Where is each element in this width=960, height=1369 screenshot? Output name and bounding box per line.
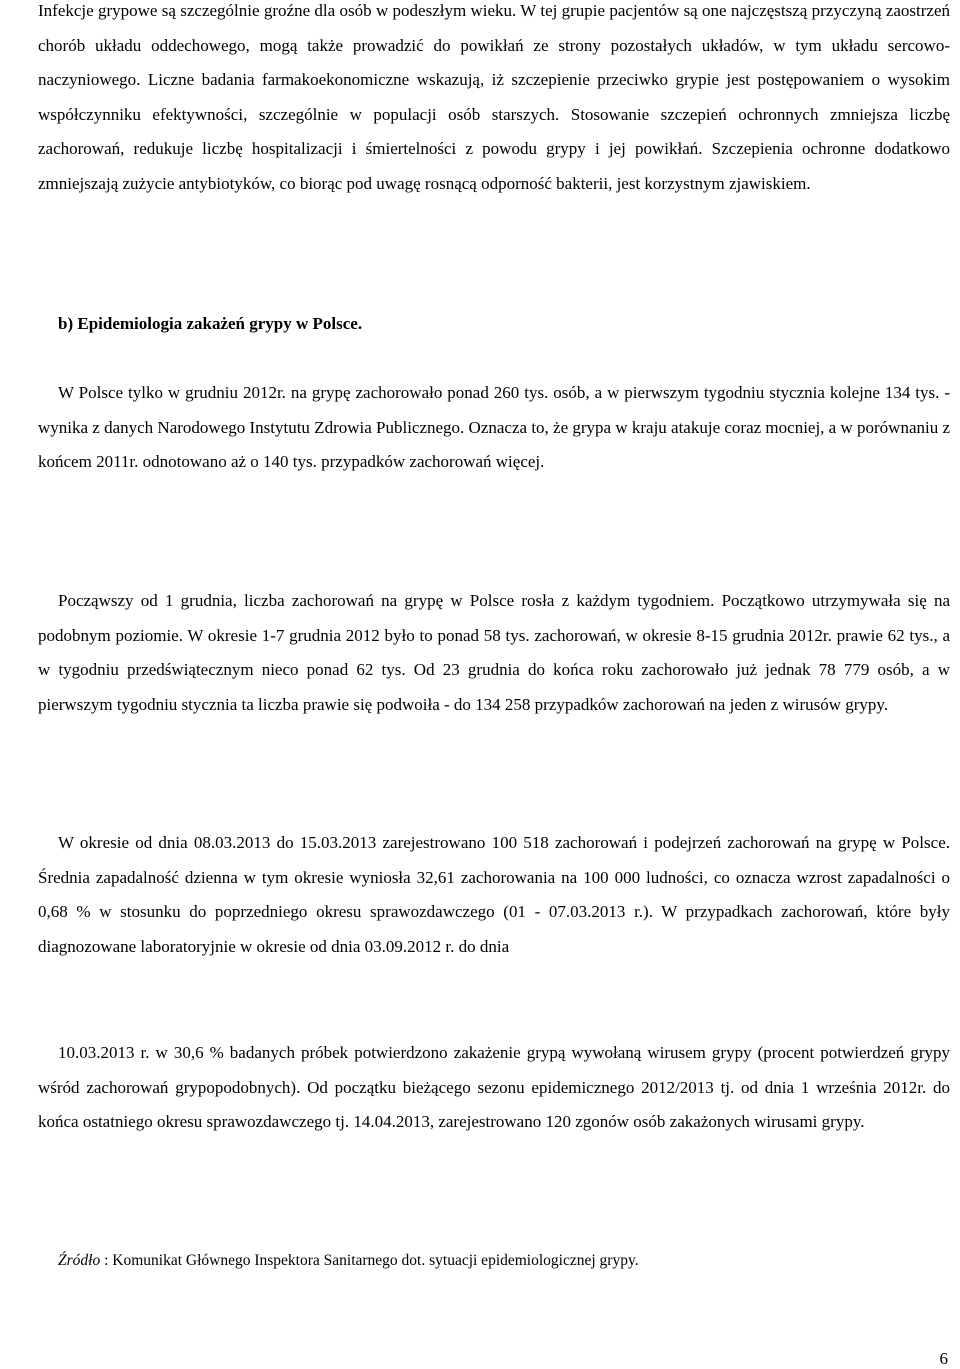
paragraph-weekly-growth: Począwszy od 1 grudnia, liczba zachorowań na grypę w Polsce rosła z każdym tygodniem. Początkowo utrzymywała się na podobnym poziomie. W okresie 1-7 grudnia 2012 było to ponad 58 tys. zachorowań, w okresie 8-15 grudnia 2012r. prawie 62 tys., a w tygodniu przedświątecznym nieco ponad 62 tys. Od 23 grudnia do końca roku zachorowało już jednak 78 779 osób, a w pierwszym tygodniu stycznia ta liczba prawie się podwoiła - do 134 258 przypadków zachorowań na jeden z wirusów grypy. bbox=[38, 591, 950, 714]
paragraph-poland-december-cases: W Polsce tylko w grudniu 2012r. na grypę zachorowało ponad 260 tys. osób, a w pierwszym tygodniu stycznia kolejne 134 tys. - wynika z danych Narodowego Instytutu Zdrowia Publicznego. Oznacza to, że grypa w kraju atakuje coraz mocniej, a w porównaniu z końcem 2011r. odnotowano aż o 140 tys. przypadków zachorowań więcej. bbox=[38, 383, 951, 471]
document-page bbox=[38, 0, 951, 1269]
source-text: : Komunikat Głównego Inspektora Sanitarnego dot. sytuacji epidemiologicznej grypy. bbox=[100, 1252, 639, 1269]
page-number: 6 bbox=[939, 1349, 948, 1368]
paragraph-march-incidence: W okresie od dnia 08.03.2013 do 15.03.2013 zarejestrowano 100 518 zachorowań i podejrzeń zachorowań na grypę w Polsce. Średnia zapadalność dzienna w tym okresie wyniosła 32,61 zachorowania na 100 000 ludności, co oznacza wzrost zapadalności o 0,68 % w stosunku do poprzedniego okresu sprawozdawczego (01 - 07.03.2013 r.). W przypadkach zachorowań, które były diagnozowane laboratoryjnie w okresie od dnia 03.09.2012 r. do dnia bbox=[38, 833, 950, 956]
paragraph-lab-confirmations: 10.03.2013 r. w 30,6 % badanych próbek potwierdzono zakażenie grypą wywołaną wirusem grypy (procent potwierdzeń grypy wśród zachorowań grypopodobnych). Od początku bieżącego sezonu epidemicznego 2012/2013 tj. od dnia 1 września 2012r. do końca ostatniego okresu sprawozdawczego tj. 14.04.2013, zarejestrowano 120 zgonów osób zakażonych wirusami grypy. bbox=[38, 1043, 950, 1131]
paragraph-flu-risk-elderly: Infekcje grypowe są szczególnie groźne dla osób w podeszłym wieku. W tej grupie pacjentów są one najczęstszą przyczyną zaostrzeń chorób układu oddechowego, mogą także prowadzić do powikłań ze strony pozostałych układów, w tym układu sercowo- naczyniowego. Liczne badania farmakoekonomiczne wskazują, iż szczepienie przeciwko grypie jest postępowaniem o wysokim współczynniku efektywności, szczególnie w populacji osób starszych. Stosowanie szczepień ochronnych zmniejsza liczbę zachorowań, redukuje liczbę hospitalizacji i śmiertelności z powodu grypy i jej powikłań. Szczepienia ochronne dodatkowo zmniejszają zużycie antybiotyków, co biorąc pod uwagę rosnącą odporność bakterii, jest korzystnym zjawiskiem. bbox=[38, 1, 950, 193]
section-heading-epidemiology: b) Epidemiologia zakażeń grypy w Polsce. bbox=[58, 314, 363, 333]
source-citation bbox=[58, 1249, 639, 1273]
source-label: Źródło bbox=[58, 1252, 101, 1269]
